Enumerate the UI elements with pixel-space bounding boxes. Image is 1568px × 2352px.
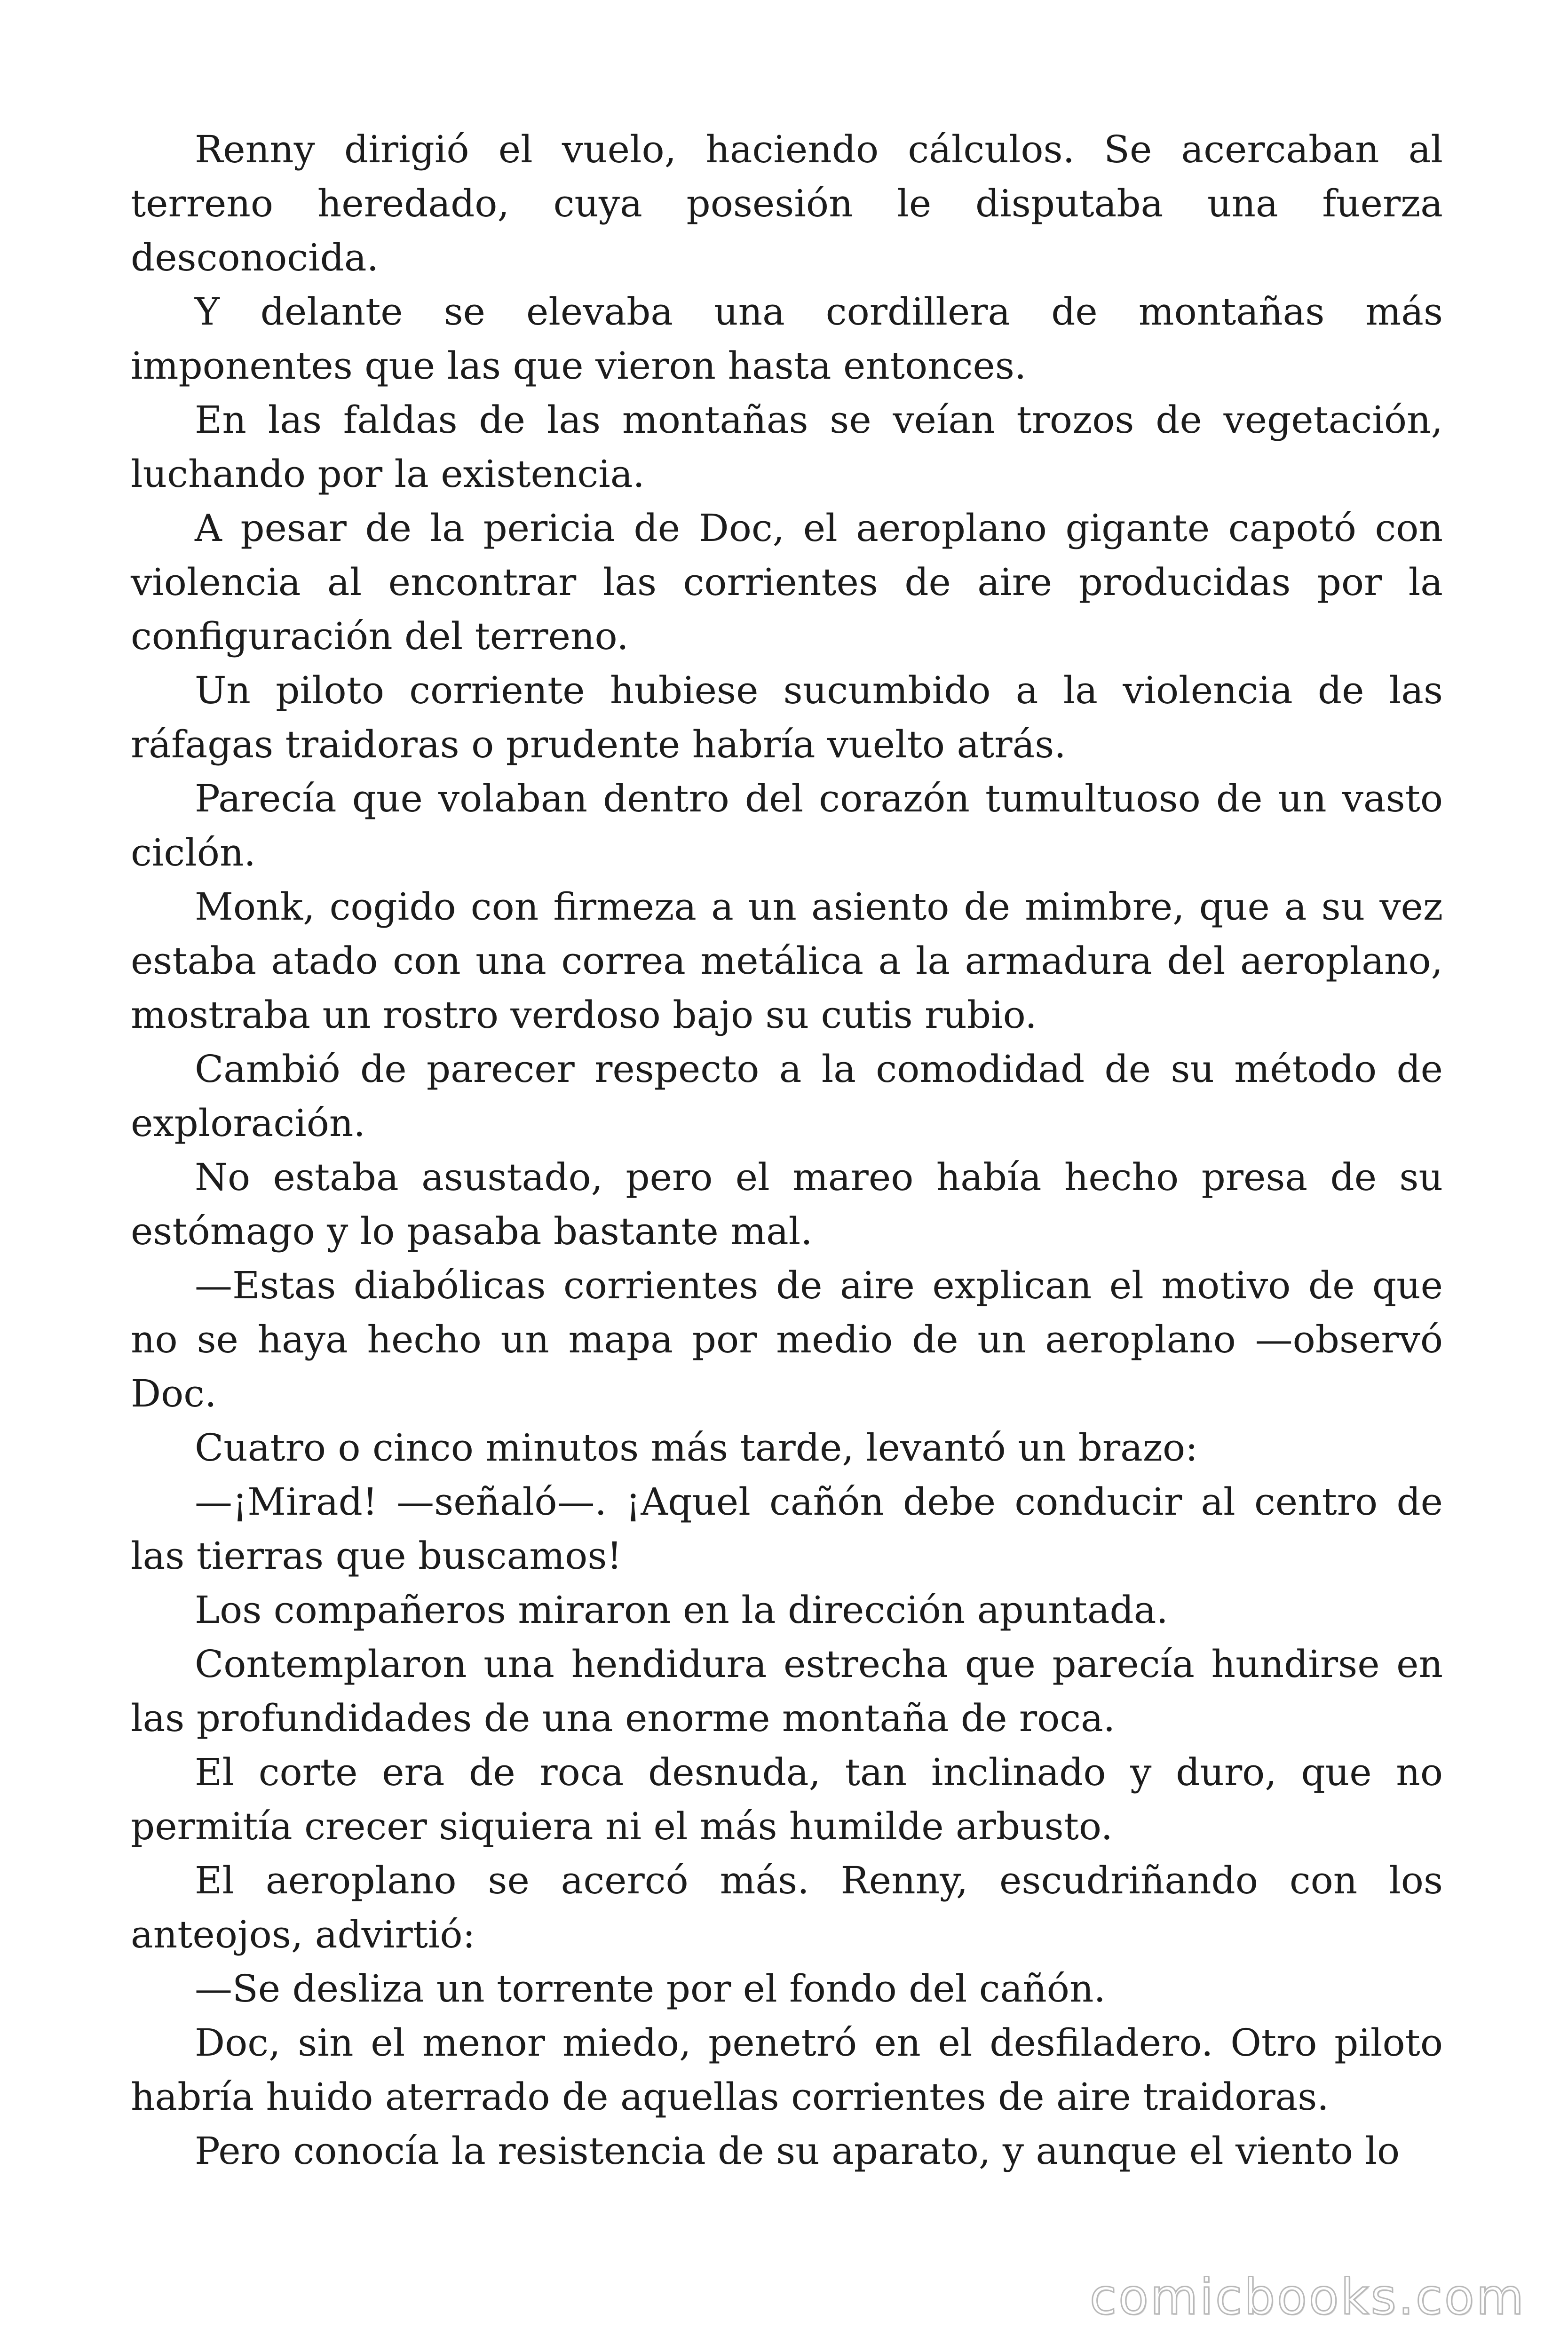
- paragraph: Los compañeros miraron en la dirección apuntada.: [195, 1588, 1168, 1632]
- paragraph: Y delante se elevaba una cordillera de montañas más imponentes que las que vieron hasta entonces.: [131, 290, 1443, 388]
- paragraph: Un piloto corriente hubiese sucumbido a la violencia de las ráfagas traidoras o prudente habría vuelto atrás.: [131, 668, 1443, 766]
- paragraph: Parecía que volaban dentro del corazón tumultuoso de un vasto ciclón.: [131, 777, 1443, 874]
- paragraph: No estaba asustado, pero el mareo había hecho presa de su estómago y lo pasaba bastante mal.: [131, 1155, 1443, 1253]
- paragraph: El corte era de roca desnuda, tan inclinado y duro, que no permitía crecer siquiera ni el más humilde arbusto.: [131, 1750, 1443, 1848]
- paragraph: A pesar de la pericia de Doc, el aeroplano gigante capotó con violencia al encontrar las corrientes de aire producidas por la configuración del terreno.: [131, 506, 1443, 658]
- paragraph: Contemplaron una hendidura estrecha que parecía hundirse en las profundidades de una enorme montaña de roca.: [131, 1642, 1443, 1740]
- paragraph: Doc, sin el menor miedo, penetró en el desfiladero. Otro piloto habría huido aterrado de aquellas corrientes de aire traidoras.: [131, 2021, 1443, 2119]
- paragraph: —¡Mirad! —señaló—. ¡Aquel cañón debe conducir al centro de las tierras que buscamos!: [131, 1480, 1443, 1578]
- paragraph: Cambió de parecer respecto a la comodidad de su método de exploración.: [131, 1047, 1443, 1145]
- paragraph: Renny dirigió el vuelo, haciendo cálculos. Se acercaban al terreno heredado, cuya posesión le disputaba una fuerza desconocida.: [131, 127, 1443, 279]
- paragraph: —Estas diabólicas corrientes de aire explican el motivo de que no se haya hecho un mapa por medio de un aeroplano —observó Doc.: [131, 1263, 1443, 1415]
- watermark: comicbooks.com: [1089, 2268, 1526, 2326]
- paragraph: Cuatro o cinco minutos más tarde, levantó un brazo:: [195, 1426, 1198, 1470]
- paragraph: En las faldas de las montañas se veían trozos de vegetación, luchando por la existencia.: [131, 398, 1443, 496]
- paragraph-last: Pero conocía la resistencia de su aparato, y aunque el viento lo: [195, 2129, 1400, 2173]
- paragraph: —Se desliza un torrente por el fondo del cañón.: [195, 1967, 1106, 2010]
- page-body: [131, 122, 1443, 2178]
- paragraph: Monk, cogido con firmeza a un asiento de mimbre, que a su vez estaba atado con una correa metálica a la armadura del aeroplano, mostraba un rostro verdoso bajo su cutis rubio.: [131, 885, 1443, 1037]
- paragraph: El aeroplano se acercó más. Renny, escudriñando con los anteojos, advirtió:: [131, 1859, 1443, 1956]
